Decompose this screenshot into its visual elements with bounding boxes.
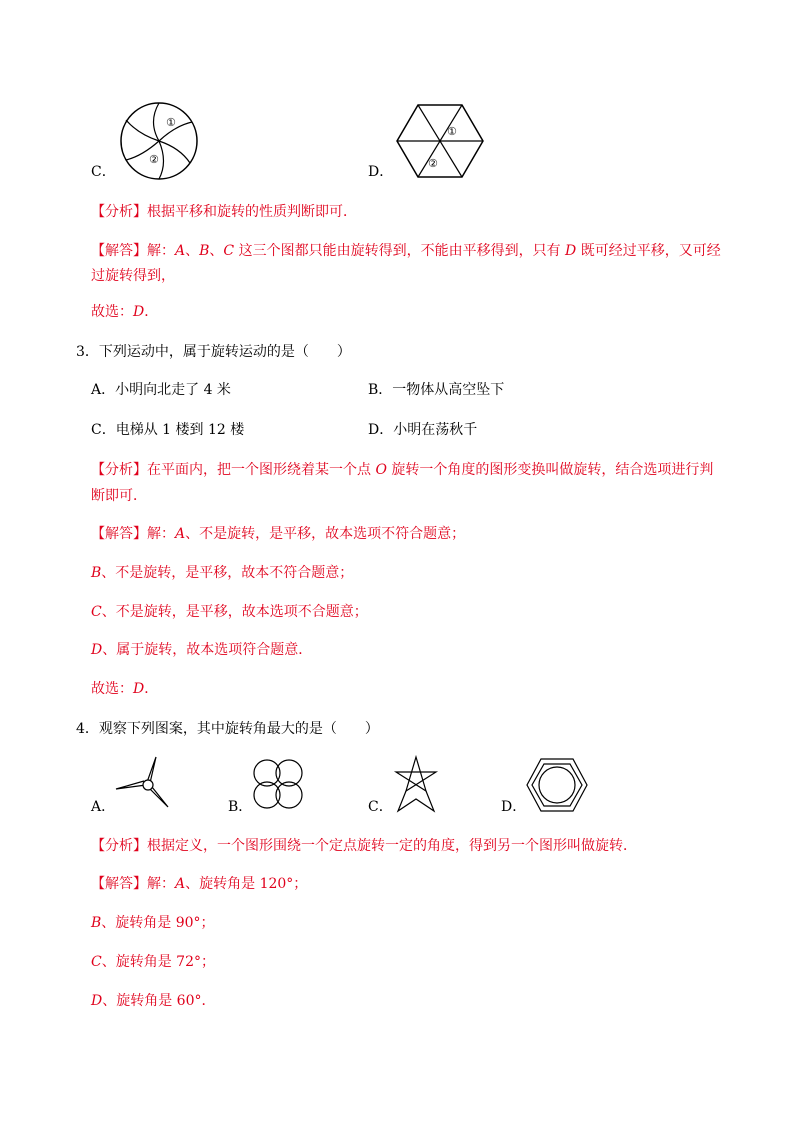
q2-choose: 故选：D． [91, 304, 159, 320]
hex-mark-2: ② [428, 157, 438, 170]
q2-answer-line2: 过旋转得到， [91, 268, 175, 284]
divided-hexagon-figure [395, 103, 485, 179]
circle-mark-1: ① [166, 116, 176, 129]
q3-answer-a: 【解答】解：A、不是旋转，是平移，故本选项不符合题意； [91, 526, 466, 542]
circle-mark-2: ② [149, 153, 159, 166]
hexagon-circle-figure [525, 757, 589, 813]
q4-answer-c: C、旋转角是 72°； [91, 954, 215, 970]
q2-answer-line1: 【解答】解：A、B、C 这三个图都只能由旋转得到，不能由平移得到，只有 D 既可经过平移，又可经 [91, 243, 721, 259]
q3-answer-b: B、不是旋转，是平移，故本不符合题意； [91, 565, 354, 581]
q4-answer-a: 【解答】解：A、旋转角是 120°； [91, 876, 308, 892]
q3-option-c: C．电梯从 1 楼到 12 楼 [91, 422, 245, 438]
q4-option-c-label: C． [368, 799, 393, 815]
q4-option-d-label: D． [501, 799, 527, 815]
q3-option-d: D．小明在荡秋千 [368, 422, 478, 438]
q3-option-b: B．一物体从高空坠下 [368, 382, 505, 398]
star-figure [386, 755, 446, 813]
q3-choose: 故选：D． [91, 681, 159, 697]
q3-option-a: A．小明向北走了 4 米 [91, 382, 231, 398]
q3-analysis-line1: 【分析】在平面内，把一个图形绕着某一个点 O 旋转一个角度的图形变换叫做旋转，结合选项进行判 [91, 462, 714, 478]
q3-stem: 3．下列运动中，属于旋转运动的是（ ） [76, 344, 351, 360]
q4-option-a-label: A． [91, 799, 116, 815]
q4-answer-b: B、旋转角是 90°； [91, 915, 215, 931]
q3-answer-c: C、不是旋转，是平移，故本选项不合题意； [91, 604, 368, 620]
q4-answer-d: D、旋转角是 60°． [91, 993, 216, 1009]
q2-analysis: 【分析】根据平移和旋转的性质判断即可． [91, 204, 357, 220]
q4-stem: 4．观察下列图案，其中旋转角最大的是（ ） [76, 721, 379, 737]
four-circles-figure [248, 754, 308, 814]
q4-option-b-label: B． [228, 799, 253, 815]
swirl-circle-figure [118, 100, 200, 182]
q3-analysis-line2: 断即可． [91, 488, 147, 504]
option-d-label: D． [368, 164, 394, 180]
hex-mark-1: ① [447, 125, 457, 138]
q3-answer-d: D、属于旋转，故本选项符合题意． [91, 642, 313, 658]
q4-analysis: 【分析】根据定义，一个图形围绕一个定点旋转一定的角度，得到另一个图形叫做旋转． [91, 838, 637, 854]
option-c-label: C． [91, 164, 116, 180]
three-blade-figure [112, 755, 180, 811]
